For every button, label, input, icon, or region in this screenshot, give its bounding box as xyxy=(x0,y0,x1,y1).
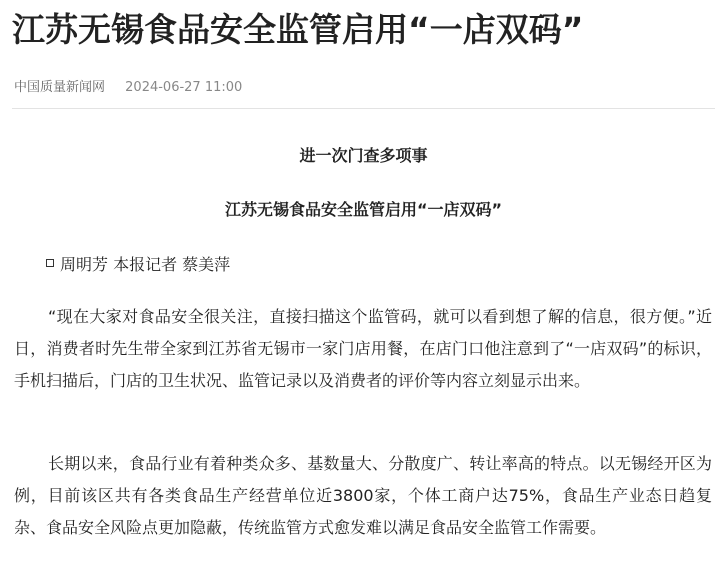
article-title: 江苏无锡食品安全监管启用“一店双码” xyxy=(12,10,584,49)
header-divider xyxy=(12,108,715,109)
article-datetime: 2024-06-27 11:00 xyxy=(125,80,243,95)
article-paragraph: 长期以来，食品行业有着种类众多、基数量大、分散度广、转让率高的特点。以无锡经开区为例，目前该区共有各类食品生产经营单位近3800家，个体工商户达75%，食品生产业态日趋复杂、食品安全风险点更加隐蔽，传统监管方式愈发难以满足食品安全监管工作需要。 xyxy=(14,454,712,537)
article-meta xyxy=(14,78,242,98)
article-subheading-secondary: 江苏无锡食品安全监管启用“一店双码” xyxy=(224,200,503,219)
article-paragraph: “现在大家对食品安全很关注，直接扫描这个监管码，就可以看到想了解的信息，很方便。”近日，消费者时先生带全家到江苏省无锡市一家门店用餐，在店门口他注意到了“一店双码”的标识，手机扫描后，门店的卫生状况、监管记录以及消费者的评价等内容立刻显示出来。 xyxy=(14,307,712,390)
square-bullet-icon xyxy=(46,259,54,267)
article-byline xyxy=(46,253,230,277)
article-subheading-primary: 进一次门查多项事 xyxy=(299,146,428,165)
byline-text: 周明芳 本报记者 蔡美萍 xyxy=(60,255,231,274)
article-source[interactable]: 中国质量新闻网 xyxy=(14,80,106,95)
